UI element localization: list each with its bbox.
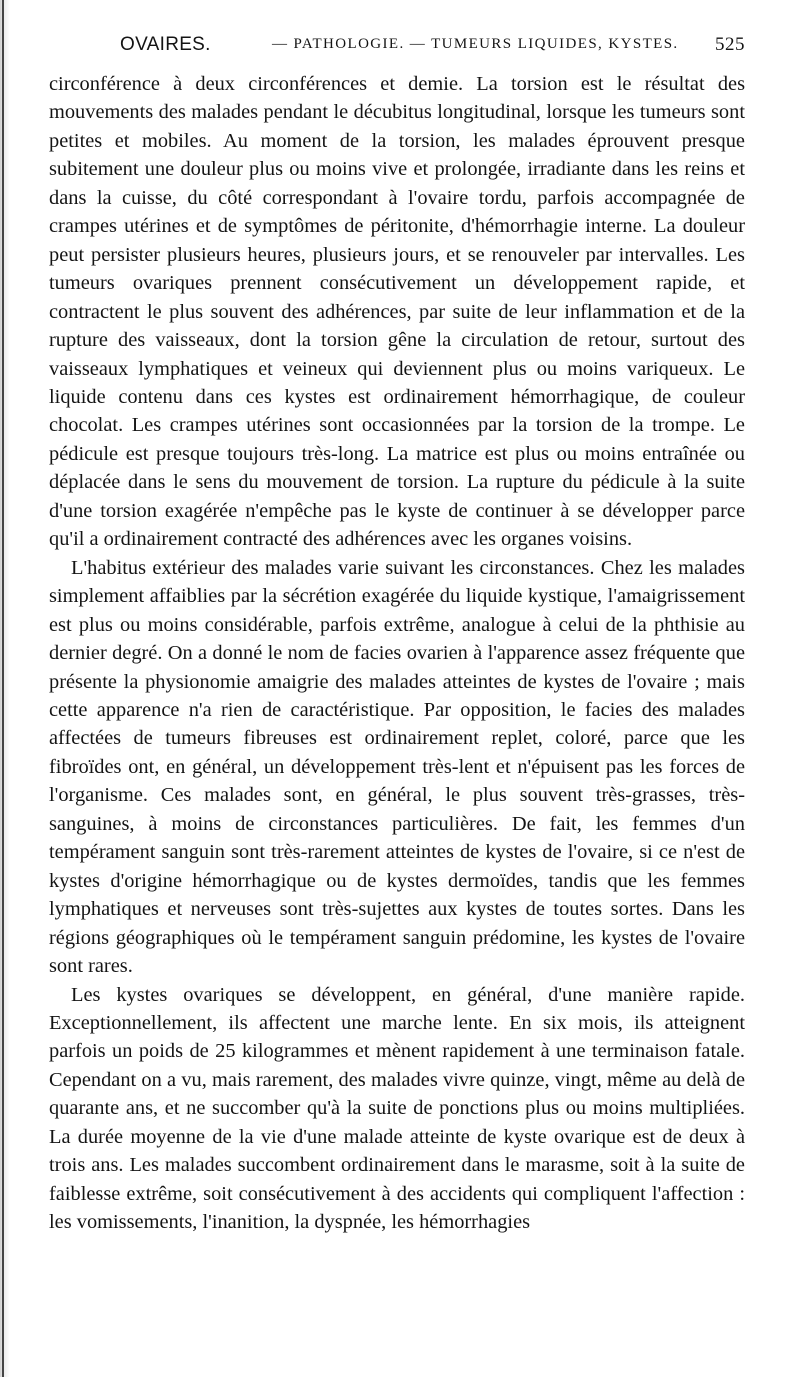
header-title: OVAIRES. [120,34,211,55]
paragraph-torsion: circonférence à deux circonférences et demie. La torsion est le résultat des mouvements des malades pendant le décubitus longitudinal, lorsque les tumeurs sont petites et mobiles. Au moment de la torsion, les malades éprouvent presque subitement une douleur plus ou moins vive et prolongée, irradiante dans les reins et dans la cuisse, du côté correspondant à l'ovaire tordu, parfois accompagnée de crampes utérines et de symptômes de péritonite, d'hémorrhagie interne. La douleur peut persister plusieurs heures, plusieurs jours, et se renouveler par intervalles. Les tumeurs ovariques prennent consécutivement un développement rapide, et contractent le plus souvent des adhérences, par suite de leur inflammation et de la rupture des vaisseaux, dont la torsion gêne la circulation de retour, surtout des vaisseaux lymphatiques et veineux qui deviennent plus ou moins variqueux. Le liquide contenu dans ces kystes est ordinairement hémorrhagique, de couleur chocolat. Les crampes utérines sont occasionnées par la torsion de la trompe. Le pédicule est presque toujours très-long. La matrice est plus ou moins entraînée ou déplacée dans le sens du mouvement de torsion. La rupture du pédicule à la suite d'une torsion exagérée n'empêche pas le kyste de continuer à se développer parce qu'il a ordinairement contracté des adhérences avec les organes voisins. [49,73,745,551]
paragraph-habitus: L'habitus extérieur des malades varie suivant les circonstances. Chez les malades simplement affaiblies par la sécrétion exagérée du liquide kystique, l'amaigrissement est plus ou moins considérable, parfois extrême, analogue à celui de la phthisie au dernier degré. On a donné le nom de facies ovarien à l'apparence assez fréquente que présente la physionomie amaigrie des malades atteintes de kystes de l'ovaire ; mais cette apparence n'a rien de caractéristique. Par opposition, le facies des malades affectées de tumeurs fibreuses est ordinairement replet, coloré, parce que les fibroïdes ont, en général, un développement très-lent et n'épuisent pas les forces de l'organisme. Ces malades sont, en général, le plus souvent très-grasses, très-sanguines, à moins de circonstances particulières. De fait, les femmes d'un tempérament sanguin sont très-rarement atteintes de kystes de l'ovaire, si ce n'est de kystes d'origine hémorrhagique ou de kystes dermoïdes, tandis que les femmes lymphatiques et nerveuses sont très-sujettes aux kystes de toutes sortes. Dans les régions géographiques où le tempérament sanguin prédomine, les kystes de l'ovaire sont rares. [49,556,745,978]
paragraph-development: Les kystes ovariques se développent, en général, d'une manière rapide. Exceptionnellement, ils affectent une marche lente. En six mois, ils atteignent parfois un poids de 25 kilogrammes et mènent rapidement à une terminaison fatale. Cependant on a vu, mais rarement, des malades vivre quinze, vingt, même au delà de quarante ans, et ne succomber qu'à la suite de ponctions plus ou moins multipliées. La durée moyenne de la vie d'une malade atteinte de kyste ovarique est de deux à trois ans. Les malades succombent ordinairement dans le marasme, soit à la suite de faiblesse extrême, soit consécutivement à des accidents qui compliquent l'affection : les vomissements, l'inanition, la dyspnée, les hémorrhagies [49,983,745,1234]
header-subtitle: — PATHOLOGIE. — TUMEURS LIQUIDES, KYSTES. [272,36,679,52]
binding-edge-line [2,0,4,1377]
running-header [120,34,745,60]
page-gutter-shadow [0,0,16,1377]
page-number: 525 [715,34,745,55]
body-text [49,70,745,1237]
